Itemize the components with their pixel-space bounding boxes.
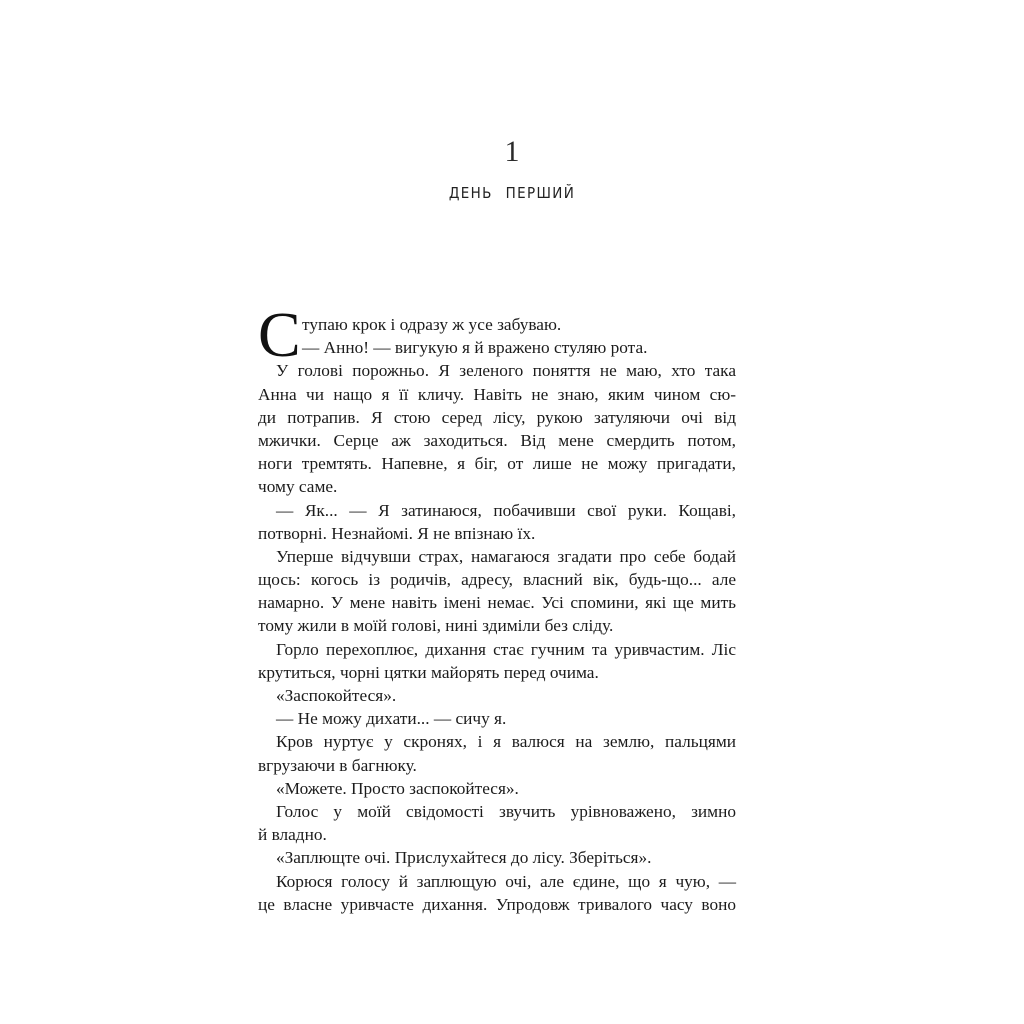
text-line: тупаю крок і одразу ж усе забуваю. — [302, 315, 562, 334]
text-lines — [258, 313, 736, 916]
chapter-number: 1 — [504, 135, 520, 168]
text-line: це власне уривчасте дихання. Упродовж тривалого часу воно — [258, 894, 736, 914]
chapter-body-text — [258, 299, 736, 916]
text-line: — Не можу дихати... — сичу я. — [276, 709, 507, 729]
text-line: — Як... — Я затинаюся, побачивши свої руки. Кощаві, — [276, 500, 736, 520]
text-line: вгрузаючи в багнюку. — [258, 755, 417, 775]
text-line: й владно. — [258, 825, 327, 845]
chapter-title-word: ПЕРШИЙ — [505, 184, 576, 202]
drop-cap: С — [258, 299, 301, 370]
text-line: Уперше відчувши страх, намагаюся згадати про себе бодай — [276, 546, 736, 566]
text-line: мжички. Серце аж заходиться. Від мене смердить потом, — [258, 430, 736, 450]
text-line: — Анно! — вигукую я й вражено стуляю рота. — [302, 338, 648, 358]
text-line: У голові порожньо. Я зеленого поняття не маю, хто така — [276, 361, 736, 381]
text-line: чому саме. — [258, 477, 338, 497]
chapter-title-word: ДЕНЬ — [448, 184, 493, 202]
text-line: ноги тремтять. Напевне, я біг, от лише не можу пригадати, — [258, 454, 736, 474]
text-line: тому жили в моїй голові, нині здиміли без сліду. — [258, 616, 614, 636]
text-line: щось: когось із родичів, адресу, власний вік, будь-що... але — [258, 570, 736, 590]
text-line: Голос у моїй свідомості звучить урівноважено, зимно — [276, 801, 736, 821]
text-line: Кров нуртує у скронях, і я валюся на землю, пальцями — [276, 732, 736, 752]
chapter-title — [51, 184, 973, 202]
text-line: Горло перехоплює, дихання стає гучним та уривчастим. Ліс — [276, 639, 736, 659]
text-line: Корюся голосу й заплющую очі, але єдине, що я чую, — — [276, 871, 736, 891]
text-line: крутиться, чорні цятки майорять перед очима. — [258, 662, 599, 682]
text-line: Анна чи нащо я її кличу. Навіть не знаю, яким чином сю- — [258, 384, 736, 404]
text-line: «Заплющте очі. Прислухайтеся до лісу. Зберіться». — [276, 848, 652, 868]
text-line: намарно. У мене навіть імені немає. Усі спомини, які ще мить — [258, 593, 736, 613]
text-line: ди потрапив. Я стою серед лісу, рукою затуляючи очі від — [258, 407, 736, 427]
text-line: «Заспокойтеся». — [276, 686, 397, 705]
text-line: потворні. Незнайомі. Я не впізнаю їх. — [258, 523, 536, 543]
text-line: «Можете. Просто заспокойтеся». — [276, 778, 519, 798]
